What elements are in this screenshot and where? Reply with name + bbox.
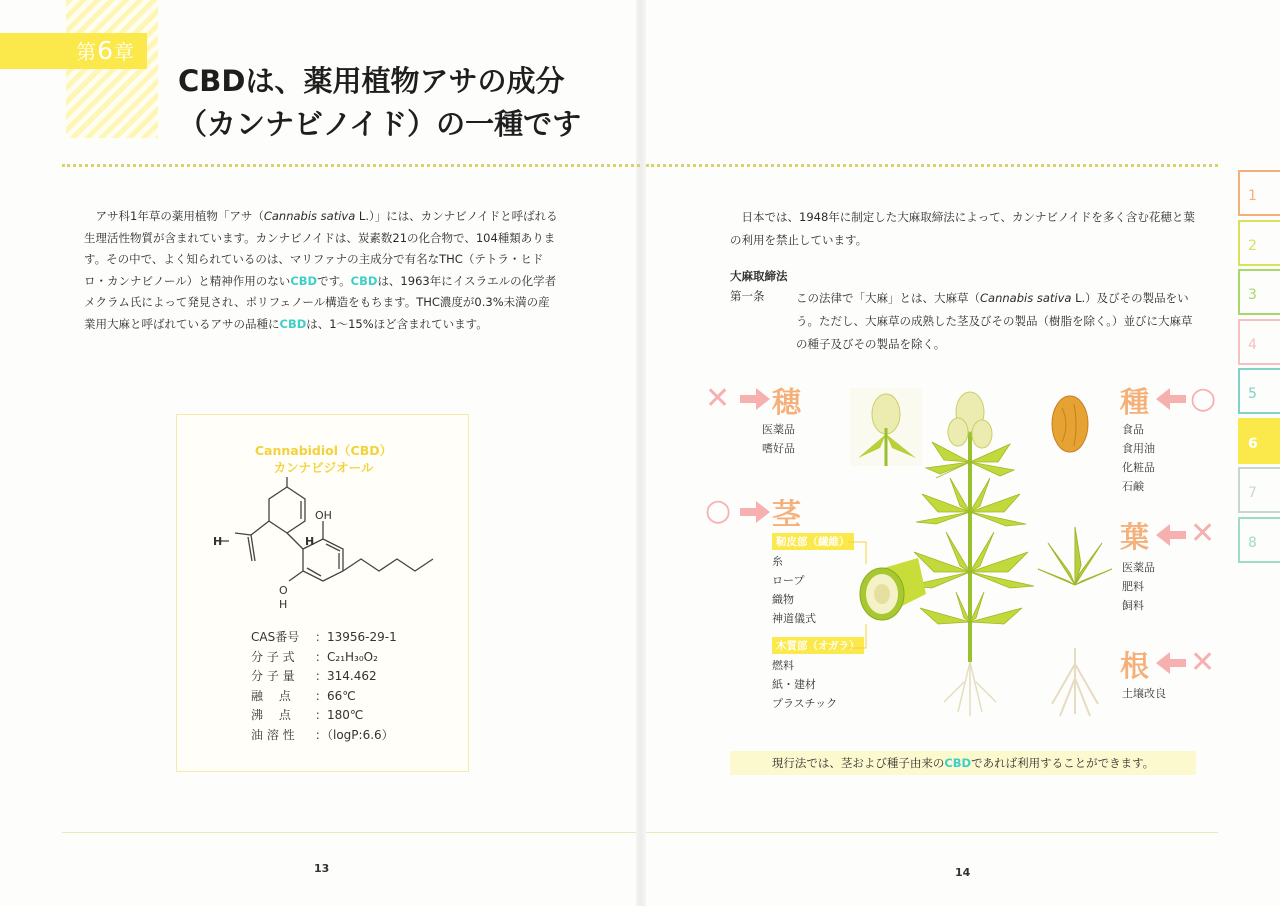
prop-value: ：314.462 [315,669,377,684]
text-span: L.）」には、カンナビノイドと呼ばれる生理活性物質が含まれています。カンナビノイドは、炭素数21の化合物で、104種類あります。その中で、よく知られているのは、マリファナの主成分で有名なTHC（テトラ・ヒドロ・カンナビノール）と精神作用のない [84,209,558,288]
text-span: この法律で「大麻」とは、大麻草（ [796,291,980,305]
molecule-structure [207,477,447,617]
chapter-marker [0,33,147,69]
use-item: 食用油 [1122,442,1155,455]
label-oh: OH [315,509,332,522]
left-body-text [84,206,558,336]
use-item: 肥料 [1122,580,1144,593]
arrow-left-icon [1156,388,1186,410]
text-italic: Cannabis sativa [980,291,1072,305]
chapter-number: 6 [97,36,114,65]
prop-key: 沸 点 [251,708,291,723]
molecule-title [177,442,470,476]
label-h-right: H [305,535,315,548]
text-span: です。 [317,273,351,288]
prop-row [251,687,397,707]
uses-bast [772,552,816,628]
prop-key: 分 子 式 [251,649,295,664]
prohibited-mark-ha: ✕ [1190,516,1216,551]
cbd-highlight: CBD [944,756,972,770]
molecule-name-jp: カンナビジオール [273,460,374,475]
callout-lines [848,540,868,652]
side-tab-6[interactable]: 6 [1238,418,1280,464]
prop-value: ：C₂₁H₃₀O₂ [315,649,378,664]
leaf-image [1036,525,1114,591]
part-label-ho: 穂 [772,385,802,419]
side-tab-1[interactable]: 1 [1238,170,1280,216]
prohibited-mark-ne: ✕ [1190,645,1216,680]
use-item: 嗜好品 [762,442,795,455]
prop-value: ：（logP:6.6） [315,727,394,742]
text-span: アサ科1年草の薬用植物「アサ（ [95,209,264,223]
law-title: 大麻取締法 [730,269,788,283]
root-image [1040,644,1110,720]
label-h-left: H [213,535,223,548]
seed-image [1048,392,1092,456]
use-item: 医薬品 [762,423,795,436]
prop-key: 分 子 量 [251,669,295,684]
label-h-oh: H [279,598,288,611]
side-tab-4[interactable]: 4 [1238,319,1280,365]
prop-key: 融 点 [251,688,291,703]
prop-value: ：180℃ [315,708,364,723]
side-tab-8[interactable]: 8 [1238,517,1280,563]
use-item: 燃料 [772,659,794,672]
prop-key: CAS番号 [251,630,300,644]
prop-row [251,648,397,668]
uses-ha [1122,558,1155,615]
tag-xylem: 木質部（オガラ） [772,637,864,654]
page-number-left: 13 [314,862,330,875]
use-item: 土壌改良 [1122,687,1166,700]
arrow-right-icon [740,501,770,523]
text-span: L.）及びその製品をいう。ただし、大麻草の成熟した茎及びその製品（樹脂を除く。）並びに大麻草の種子及びその製品を除く。 [796,291,1193,351]
part-label-kuki: 茎 [772,497,802,531]
title-line-2: （カンナビノイド）の一種です [178,107,582,141]
prop-row [251,706,397,726]
use-item: 紙・建材 [772,678,816,691]
molecule-box [176,414,469,772]
use-item: 医薬品 [1122,561,1155,574]
text-italic: Cannabis sativa [263,209,356,223]
side-tab-5[interactable]: 5 [1238,368,1280,414]
uses-xylem [772,656,837,713]
allowed-mark-kuki: ○ [705,493,732,528]
text-span: は、1〜15%ほど含まれています。 [306,316,488,331]
bottom-rule-left [62,832,636,833]
page-number-right: 14 [955,866,971,879]
use-item: 食品 [1122,423,1144,436]
use-item: プラスチック [772,697,838,710]
molecule-name-en: Cannabidiol（CBD） [254,443,393,458]
arrow-right-icon [740,388,770,410]
use-item: 石鹸 [1122,480,1144,493]
divider-right [646,164,1218,167]
prohibited-mark-ho: ✕ [705,381,731,416]
use-item: 飼料 [1122,599,1144,612]
right-paragraph: 日本では、1948年に制定した大麻取締法によって、カンナビノイドを多く含む花穂と葉の利用を禁止しています。 [730,210,1195,247]
part-label-tane: 種 [1120,385,1150,419]
allowed-mark-tane: ○ [1190,381,1217,416]
prop-row [251,726,397,746]
title-line-1: CBDは、薬用植物アサの成分 [178,64,565,98]
text-span: は、1963年にイスラエルの化学者メクラム氏によって発見され、ポリフェノール構造をもちます。THC濃度が0.3%未満の産業用大麻と呼ばれているアサの品種に [84,273,557,331]
text-span: 現行法では、茎および種子由来の [771,756,945,770]
side-tab-3[interactable]: 3 [1238,269,1280,315]
arrow-left-icon [1156,652,1186,674]
cbd-highlight: CBD [350,273,378,288]
chapter-prefix: 第 [76,40,98,64]
page-title [178,60,618,146]
use-item: 化粧品 [1122,461,1155,474]
text-span: であれば利用することができます。 [971,756,1155,770]
label-o: O [279,584,288,597]
prop-key: 油 溶 性 [251,727,295,742]
part-label-ne: 根 [1120,649,1150,683]
molecule-properties [251,628,397,746]
right-body-text [730,206,1200,252]
cbd-highlight: CBD [279,316,307,331]
uses-ho [762,420,795,458]
law-text [796,287,1200,356]
side-tab-7[interactable]: 7 [1238,467,1280,513]
cbd-highlight: CBD [290,273,318,288]
use-item: 糸 [772,555,783,568]
chapter-suffix: 章 [114,40,135,64]
arrow-left-icon [1156,524,1186,546]
use-item: 神道儀式 [772,612,816,625]
prop-value: ：13956-29-1 [315,630,397,644]
tag-bast: 靭皮部（繊維） [772,533,854,550]
book-gutter [636,0,646,906]
bottom-rule-right [646,832,1218,833]
uses-tane [1122,420,1155,496]
use-item: 織物 [772,593,794,606]
flower-head-image [850,388,922,466]
side-tab-2[interactable]: 2 [1238,220,1280,266]
prop-row [251,667,397,687]
prop-row [251,628,397,648]
uses-ne [1122,684,1166,703]
prop-value: ：66℃ [315,688,356,703]
law-article: 第一条 [730,289,765,303]
legal-note [730,751,1196,775]
part-label-ha: 葉 [1120,520,1150,554]
divider-left [62,164,640,167]
use-item: ロープ [772,574,805,587]
